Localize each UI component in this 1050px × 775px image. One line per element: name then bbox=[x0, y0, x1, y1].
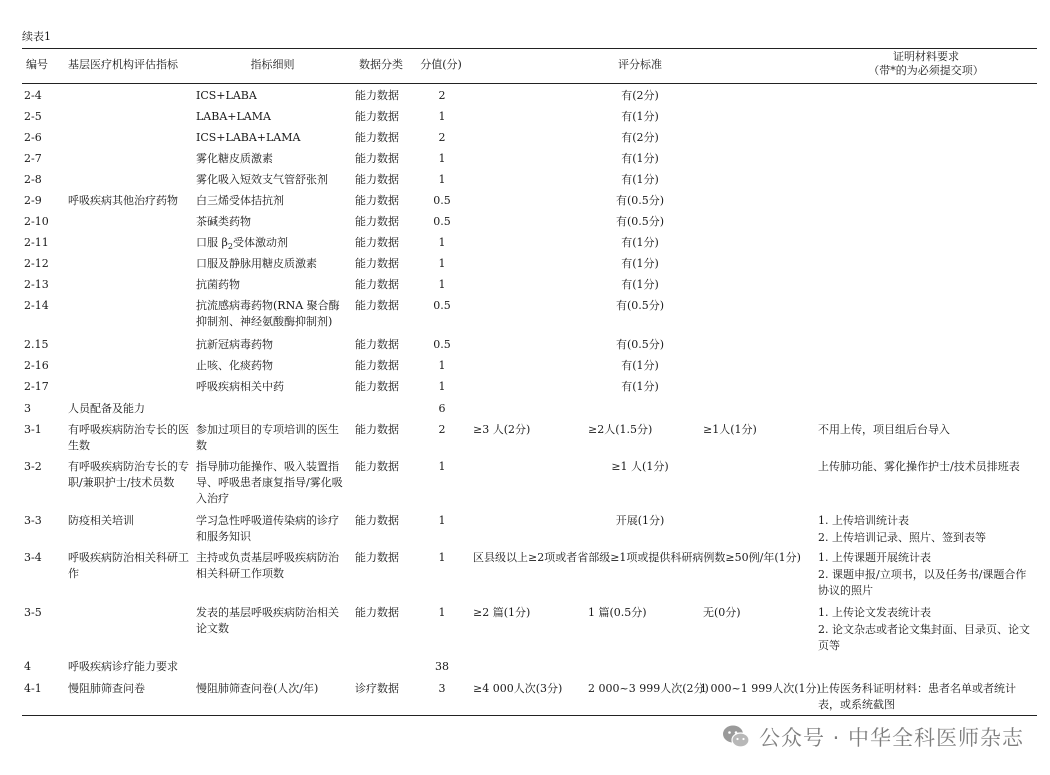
top-rule bbox=[22, 48, 1037, 49]
row-standard: 有(1分) bbox=[621, 236, 659, 249]
header-evidence-line2: （带*的为必须提交项） bbox=[868, 64, 984, 77]
row-score: 38 bbox=[435, 660, 449, 673]
row-no: 3 bbox=[24, 402, 31, 415]
row-score: 2 bbox=[438, 131, 446, 144]
row-score: 1 bbox=[438, 173, 446, 186]
row-score: 0.5 bbox=[433, 299, 451, 312]
row-detail bbox=[196, 235, 288, 255]
row-score: 1 bbox=[438, 278, 446, 291]
row-detail: ICS+LABA bbox=[196, 89, 257, 102]
row-score: 6 bbox=[438, 402, 446, 415]
row-score: 1 bbox=[438, 257, 446, 270]
row-no: 3-2 bbox=[24, 460, 42, 473]
row-category: 能力数据 bbox=[355, 110, 399, 123]
row-score: 1 bbox=[438, 460, 446, 473]
row-score: 0.5 bbox=[433, 338, 451, 351]
row-standard: 有(0.5分) bbox=[615, 338, 665, 351]
row-standard-level2: 1 篇(0.5分) bbox=[588, 606, 647, 619]
row-category: 能力数据 bbox=[355, 606, 399, 619]
header-category: 数据分类 bbox=[359, 58, 403, 71]
row-standard: 有(1分) bbox=[621, 257, 659, 270]
row-evidence-2: 2. 课题申报/立项书，以及任务书/课题合作协议的照片 bbox=[818, 568, 1027, 597]
row-score: 1 bbox=[438, 551, 446, 564]
row-category: 能力数据 bbox=[355, 551, 399, 564]
row-score: 0.5 bbox=[433, 194, 451, 207]
row-evidence-1: 1. 上传培训统计表 bbox=[818, 514, 909, 527]
row-detail-part1: 口服 β bbox=[196, 236, 228, 249]
row-standard: 有(0.5分) bbox=[615, 215, 665, 228]
row-detail: 白三烯受体拮抗剂 bbox=[196, 194, 284, 207]
row-category: 能力数据 bbox=[355, 423, 399, 436]
row-category: 诊疗数据 bbox=[355, 682, 399, 695]
row-detail: LABA+LAMA bbox=[196, 110, 271, 123]
row-category: 能力数据 bbox=[355, 215, 399, 228]
row-no: 2-10 bbox=[24, 215, 49, 228]
row-category: 能力数据 bbox=[355, 257, 399, 270]
row-no: 2-17 bbox=[24, 380, 49, 393]
row-detail: 雾化糖皮质激素 bbox=[196, 152, 273, 165]
row-no: 2-8 bbox=[24, 173, 42, 186]
row-evidence-2: 2. 上传培训记录、照片、签到表等 bbox=[818, 531, 986, 544]
row-no: 2-11 bbox=[24, 236, 49, 249]
row-score: 1 bbox=[438, 110, 446, 123]
row-standard-level1: ≥3 人(2分) bbox=[473, 423, 531, 436]
row-score: 2 bbox=[438, 89, 446, 102]
header-score: 分值(分) bbox=[420, 58, 462, 71]
row-detail: 抗流感病毒药物(RNA 聚合酶抑制剂、神经氨酸酶抑制剂) bbox=[196, 299, 340, 328]
row-standard: 区县级以上≥2项或者省部级≥1项或提供科研病例数≥50例/年(1分) bbox=[473, 551, 801, 564]
row-detail: 指导肺功能操作、吸入装置指导、呼吸患者康复指导/雾化吸入治疗 bbox=[196, 460, 343, 505]
row-no: 2-16 bbox=[24, 359, 49, 372]
row-detail: 发表的基层呼吸疾病防治相关论文数 bbox=[196, 606, 339, 635]
row-indicator: 人员配备及能力 bbox=[68, 402, 145, 415]
row-category: 能力数据 bbox=[355, 278, 399, 291]
row-no: 2-5 bbox=[24, 110, 42, 123]
row-detail: 慢阻肺筛查问卷(人次/年) bbox=[196, 682, 319, 695]
wechat-icon bbox=[721, 722, 751, 752]
row-evidence-1: 1. 上传论文发表统计表 bbox=[818, 606, 931, 619]
row-category: 能力数据 bbox=[355, 460, 399, 473]
row-score: 1 bbox=[438, 606, 446, 619]
row-detail-part2: 受体激动剂 bbox=[232, 236, 288, 249]
row-score: 0.5 bbox=[433, 215, 451, 228]
row-category: 能力数据 bbox=[355, 89, 399, 102]
row-no: 2-9 bbox=[24, 194, 42, 207]
row-indicator: 防疫相关培训 bbox=[68, 514, 134, 527]
row-detail: 雾化吸入短效支气管舒张剂 bbox=[196, 173, 328, 186]
row-detail: 茶碱类药物 bbox=[196, 215, 251, 228]
row-detail: 抗新冠病毒药物 bbox=[196, 338, 273, 351]
row-indicator: 有呼吸疾病防治专长的医生数 bbox=[68, 423, 189, 452]
row-standard: 有(0.5分) bbox=[615, 194, 665, 207]
row-standard: 有(1分) bbox=[621, 173, 659, 186]
row-score: 1 bbox=[438, 152, 446, 165]
row-standard-level2: ≥2人(1.5分) bbox=[588, 423, 653, 436]
row-detail: 止咳、化痰药物 bbox=[196, 359, 273, 372]
row-standard-level1: ≥2 篇(1分) bbox=[473, 606, 531, 619]
row-score: 1 bbox=[438, 380, 446, 393]
row-indicator: 呼吸疾病防治相关科研工作 bbox=[68, 551, 189, 580]
row-detail: 口服及静脉用糖皮质激素 bbox=[196, 257, 317, 270]
row-category: 能力数据 bbox=[355, 236, 399, 249]
row-standard: 开展(1分) bbox=[615, 514, 665, 527]
row-category: 能力数据 bbox=[355, 173, 399, 186]
header-detail: 指标细则 bbox=[250, 58, 295, 71]
row-standard-level3: ≥1人(1分) bbox=[703, 423, 757, 436]
row-score: 1 bbox=[438, 514, 446, 527]
row-category: 能力数据 bbox=[355, 194, 399, 207]
row-indicator: 呼吸疾病诊疗能力要求 bbox=[68, 660, 178, 673]
row-evidence: 不用上传，项目组后台导入 bbox=[818, 423, 950, 436]
row-score: 1 bbox=[438, 236, 446, 249]
row-standard-level2: 2 000~3 999人次(2分) bbox=[588, 682, 709, 695]
row-standard-level3: 1 000~1 999人次(1分) bbox=[700, 682, 821, 695]
row-standard: 有(2分) bbox=[621, 131, 659, 144]
row-no: 2.15 bbox=[24, 338, 49, 351]
row-category: 能力数据 bbox=[355, 299, 399, 312]
row-category: 能力数据 bbox=[355, 514, 399, 527]
header-indicator: 基层医疗机构评估指标 bbox=[68, 58, 178, 71]
row-category: 能力数据 bbox=[355, 359, 399, 372]
row-category: 能力数据 bbox=[355, 380, 399, 393]
header-standard: 评分标准 bbox=[618, 58, 662, 71]
row-category: 能力数据 bbox=[355, 131, 399, 144]
row-indicator: 慢阻肺筛查问卷 bbox=[68, 682, 145, 695]
row-standard: 有(1分) bbox=[621, 380, 659, 393]
watermark bbox=[721, 722, 1024, 752]
row-detail: ICS+LABA+LAMA bbox=[196, 131, 301, 144]
row-no: 4-1 bbox=[24, 682, 42, 695]
row-category: 能力数据 bbox=[355, 338, 399, 351]
table-caption: 续表1 bbox=[22, 30, 51, 43]
row-standard-level3: 无(0分) bbox=[703, 606, 741, 619]
row-score: 3 bbox=[438, 682, 446, 695]
row-evidence-2: 2. 论文杂志或者论文集封面、目录页、论文页等 bbox=[818, 623, 1030, 652]
row-no: 3-4 bbox=[24, 551, 42, 564]
row-indicator: 有呼吸疾病防治专长的专职/兼职护士/技术员数 bbox=[68, 460, 189, 489]
header-evidence-line1: 证明材料要求 bbox=[893, 50, 959, 63]
row-evidence: 上传医务科证明材料：患者名单或者统计表，或系统截图 bbox=[818, 682, 1016, 711]
row-detail: 呼吸疾病相关中药 bbox=[196, 380, 284, 393]
row-indicator: 呼吸疾病其他治疗药物 bbox=[68, 194, 178, 207]
row-standard: 有(1分) bbox=[621, 110, 659, 123]
row-detail: 主持或负责基层呼吸疾病防治相关科研工作项数 bbox=[196, 551, 339, 580]
watermark-text: 公众号 · 中华全科医师杂志 bbox=[758, 726, 1024, 750]
row-no: 2-14 bbox=[24, 299, 49, 312]
bottom-rule bbox=[22, 715, 1037, 716]
header-evidence bbox=[815, 50, 1037, 78]
row-standard: 有(2分) bbox=[621, 89, 659, 102]
row-standard-level1: ≥4 000人次(3分) bbox=[473, 682, 563, 695]
row-standard: ≥1 人(1分) bbox=[611, 460, 669, 473]
row-detail: 学习急性呼吸道传染病的诊疗和服务知识 bbox=[196, 514, 339, 543]
row-no: 3-1 bbox=[24, 423, 42, 436]
row-no: 2-13 bbox=[24, 278, 49, 291]
row-evidence: 上传肺功能、雾化操作护士/技术员排班表 bbox=[818, 460, 1020, 473]
row-evidence-1: 1. 上传课题开展统计表 bbox=[818, 551, 931, 564]
row-detail-subscript: 2 bbox=[227, 242, 233, 252]
row-detail: 抗菌药物 bbox=[196, 278, 240, 291]
header-no: 编号 bbox=[26, 58, 48, 71]
row-no: 3-3 bbox=[24, 514, 42, 527]
header-rule bbox=[22, 83, 1037, 84]
row-standard: 有(1分) bbox=[621, 359, 659, 372]
row-category: 能力数据 bbox=[355, 152, 399, 165]
row-score: 1 bbox=[438, 359, 446, 372]
row-no: 2-12 bbox=[24, 257, 49, 270]
row-no: 4 bbox=[24, 660, 31, 673]
row-no: 2-6 bbox=[24, 131, 42, 144]
row-no: 2-4 bbox=[24, 89, 42, 102]
row-standard: 有(1分) bbox=[621, 152, 659, 165]
row-no: 3-5 bbox=[24, 606, 42, 619]
row-standard: 有(0.5分) bbox=[615, 299, 665, 312]
row-no: 2-7 bbox=[24, 152, 42, 165]
row-standard: 有(1分) bbox=[621, 278, 659, 291]
row-detail: 参加过项目的专项培训的医生数 bbox=[196, 423, 339, 452]
row-score: 2 bbox=[438, 423, 446, 436]
